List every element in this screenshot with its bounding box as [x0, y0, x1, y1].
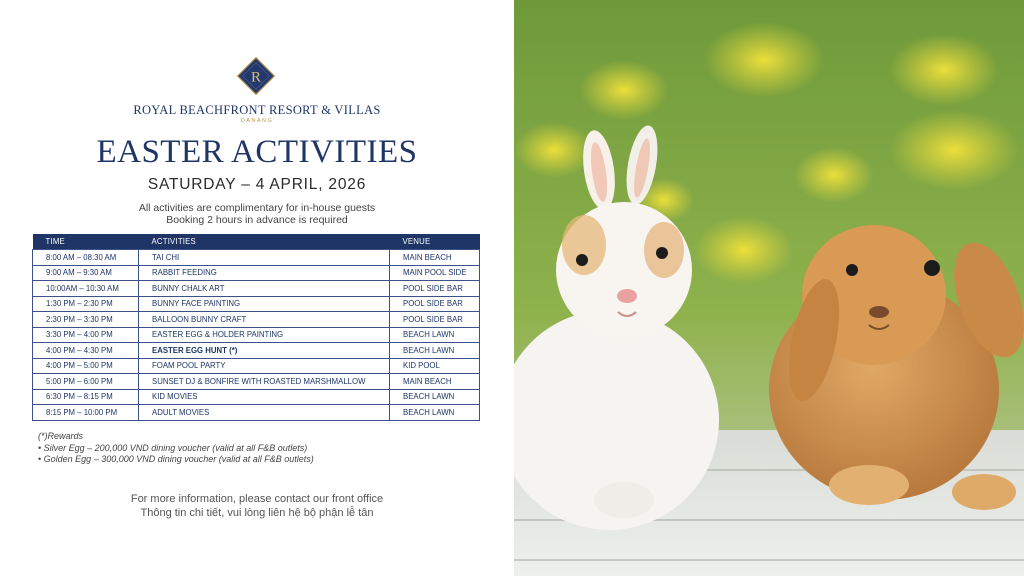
- table-row: [33, 312, 480, 328]
- row-venue: MAIN POOL SIDE: [390, 265, 480, 281]
- table-row: [33, 343, 480, 359]
- row-time: 9:00 AM – 9:30 AM: [33, 265, 139, 281]
- row-activity: KID MOVIES: [139, 389, 390, 405]
- row-activity: FOAM POOL PARTY: [139, 358, 390, 374]
- bunnies-illustration: [514, 0, 1024, 576]
- table-row: [33, 296, 480, 312]
- table-row: [33, 374, 480, 390]
- table-row: [33, 405, 480, 421]
- rewards-heading: (*)Rewards: [38, 431, 84, 441]
- brand-location: DANANG: [240, 118, 274, 124]
- row-time: 8:00 AM – 08:30 AM: [33, 250, 139, 266]
- row-activity: RABBIT FEEDING: [139, 265, 390, 281]
- complimentary-note: All activities are complimentary for in-house guests: [138, 202, 376, 214]
- resort-logo-icon: [236, 56, 276, 96]
- contact-vietnamese: Thông tin chi tiết, vui lòng liên hệ bộ phận lễ tân: [140, 507, 374, 519]
- row-time: 4:00 PM – 5:00 PM: [33, 358, 139, 374]
- row-time: 2:30 PM – 3:30 PM: [33, 312, 139, 328]
- row-venue: MAIN BEACH: [390, 250, 480, 266]
- table-row: [33, 250, 480, 266]
- rewards-note: [38, 431, 314, 466]
- column-header-venue: VENUE: [390, 234, 480, 250]
- row-activity-highlight: EASTER EGG HUNT (*): [139, 343, 390, 359]
- logo-letter: R: [250, 69, 262, 86]
- row-time: 6:30 PM – 8:15 PM: [33, 389, 139, 405]
- row-time: 4:00 PM – 4:30 PM: [33, 343, 139, 359]
- row-time: 3:30 PM – 4:00 PM: [33, 327, 139, 343]
- brand-name: ROYAL BEACHFRONT RESORT & VILLAS: [133, 103, 381, 117]
- row-time: 8:15 PM – 10:00 PM: [33, 405, 139, 421]
- row-activity: BUNNY FACE PAINTING: [139, 296, 390, 312]
- row-activity: ADULT MOVIES: [139, 405, 390, 421]
- table-row: [33, 358, 480, 374]
- table-row: [33, 265, 480, 281]
- booking-note: Booking 2 hours in advance is required: [166, 214, 348, 226]
- easter-bunnies-photo: [514, 0, 1024, 576]
- row-activity: BALLOON BUNNY CRAFT: [139, 312, 390, 328]
- row-activity: TAI CHI: [139, 250, 390, 266]
- page-title: EASTER ACTIVITIES: [96, 134, 418, 170]
- row-venue: MAIN BEACH: [390, 374, 480, 390]
- table-row: [33, 281, 480, 297]
- row-time: 5:00 PM – 6:00 PM: [33, 374, 139, 390]
- table-row: [33, 389, 480, 405]
- row-venue: KID POOL: [390, 358, 480, 374]
- event-date: SATURDAY – 4 APRIL, 2026: [147, 176, 367, 193]
- row-activity: SUNSET DJ & BONFIRE WITH ROASTED MARSHMALLOW: [139, 374, 390, 390]
- row-activity: EASTER EGG & HOLDER PAINTING: [139, 327, 390, 343]
- schedule-header-row: [33, 234, 480, 250]
- row-venue: POOL SIDE BAR: [390, 296, 480, 312]
- row-venue: POOL SIDE BAR: [390, 281, 480, 297]
- contact-info: [0, 492, 514, 520]
- rewards-silver: • Silver Egg – 200,000 VND dining voucher (valid at all F&B outlets): [38, 442, 308, 453]
- row-venue: BEACH LAWN: [390, 389, 480, 405]
- row-venue: BEACH LAWN: [390, 405, 480, 421]
- table-row: [33, 327, 480, 343]
- row-time: 1:30 PM – 2:30 PM: [33, 296, 139, 312]
- row-venue: POOL SIDE BAR: [390, 312, 480, 328]
- column-header-activities: ACTIVITIES: [139, 234, 390, 250]
- row-activity: BUNNY CHALK ART: [139, 281, 390, 297]
- schedule-table: [32, 234, 480, 421]
- row-venue: BEACH LAWN: [390, 343, 480, 359]
- contact-english: For more information, please contact our front office: [130, 493, 384, 505]
- column-header-time: TIME: [33, 234, 139, 250]
- rewards-golden: • Golden Egg – 300,000 VND dining voucher (valid at all F&B outlets): [38, 454, 314, 464]
- row-time: 10:00AM – 10:30 AM: [33, 281, 139, 297]
- row-venue: BEACH LAWN: [390, 327, 480, 343]
